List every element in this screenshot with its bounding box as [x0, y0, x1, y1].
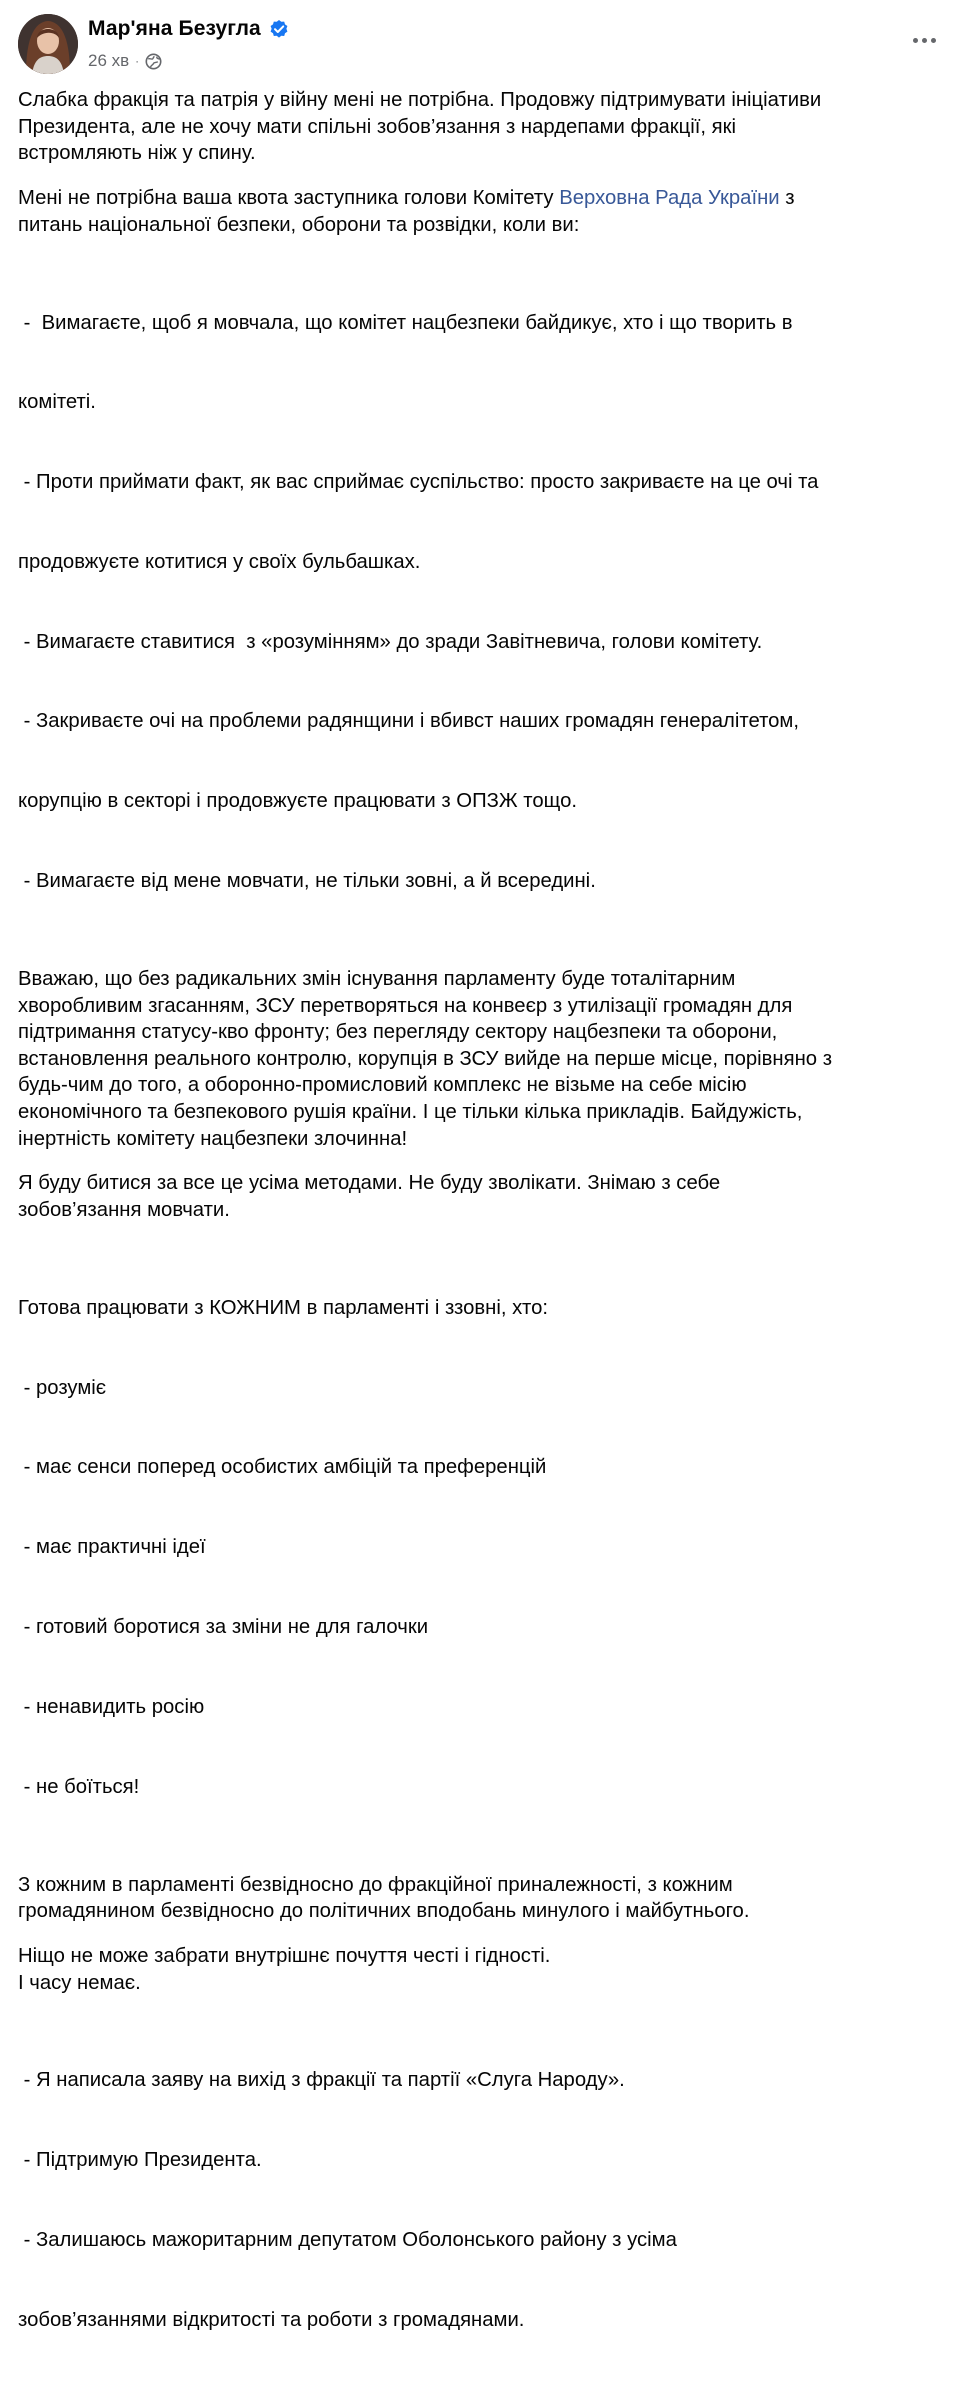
more-options-icon[interactable] — [909, 30, 939, 50]
meta-separator: · — [135, 54, 140, 68]
list-item: - Проти приймати факт, як вас сприймає суспільство: просто закриваєте на це очі та — [18, 471, 819, 494]
more-dot — [931, 38, 936, 43]
text-line: Слабка фракція та патрія у війну мені не потрібна. Продовжу підтримувати ініціативи — [18, 89, 822, 111]
paragraph-5 — [18, 1170, 946, 1223]
text-line: хворобливим згасанням, ЗСУ перетворяться на конвеєр з утилізації громадян для — [18, 994, 793, 1017]
text-line: будь-чим до того, а оборонно-промисловий комплекс не візьме на себе місію — [18, 1074, 747, 1097]
more-dot — [913, 38, 918, 43]
globe-icon[interactable] — [145, 53, 162, 70]
list-item: - Я написала заяву на вихід з фракції та партії «Слуга Народу». — [18, 2069, 625, 2092]
text-line: зобов’язання мовчати. — [18, 1198, 230, 1221]
list-item: - розуміє — [18, 1376, 107, 1399]
text-line: комітеті. — [18, 391, 96, 414]
text-line: інертність комітету нацбезпеки злочинна! — [18, 1127, 408, 1150]
list-item: - не боїться! — [18, 1775, 140, 1798]
text-line: економічного та безпекового рушія країни. І це тільки кілька прикладів. Байдужість, — [18, 1100, 803, 1123]
list-item: - Залишаюсь мажоритарним депутатом Оболонського району з усіма — [18, 2229, 677, 2252]
verkhovna-rada-link[interactable]: Верховна Рада України — [559, 186, 780, 209]
list-item: - готовий боротися за зміни не для галочки — [18, 1616, 429, 1638]
text-line: Президента, але не хочу мати спільні зобов’язання з нардепами фракції, які — [18, 115, 736, 138]
paragraph-8 — [18, 1943, 946, 1996]
more-dot — [922, 38, 927, 43]
post-body — [18, 87, 946, 2405]
author-row — [88, 17, 289, 41]
verified-badge-icon — [269, 19, 289, 39]
list-item: - має сенси поперед особистих амбіцій та преференцій — [18, 1456, 547, 1479]
paragraph-9 — [18, 2014, 946, 2386]
list-item: - Підтримую Президента. — [18, 2149, 262, 2172]
text-line: продовжуєте котитися у своїх бульбашках. — [18, 550, 421, 573]
text-line: І часу немає. — [18, 1971, 141, 1994]
paragraph-3 — [18, 256, 946, 947]
text-line: З кожним в парламенті безвідносно до фракційної приналежності, з кожним — [18, 1873, 733, 1896]
paragraph-2 — [18, 185, 946, 238]
list-item: - Вимагаєте від мене мовчати, не тільки зовні, а й всередині. — [18, 870, 596, 892]
author-name[interactable]: Мар'яна Безугла — [88, 17, 261, 40]
text-line: Готова працювати з КОЖНИМ в парламенті і ззовні, хто: — [18, 1296, 549, 1319]
post-header — [18, 14, 945, 76]
list-item: - ненавидить росію — [18, 1695, 205, 1718]
text-fragment: з — [779, 186, 795, 209]
post-meta — [88, 51, 162, 71]
text-line: Ніщо не може забрати внутрішнє почуття честі і гідності. — [18, 1944, 551, 1967]
paragraph-7 — [18, 1872, 946, 1925]
text-line: підтримання статусу-кво фронту; без перегляду сектору нацбезпеки та оборони, — [18, 1021, 778, 1044]
paragraph-1 — [18, 87, 946, 167]
text-line: питань національної безпеки, оборони та розвідки, коли ви: — [18, 213, 580, 236]
text-line: громадянином безвідносно до політичних вподобань минулого і майбутнього. — [18, 1900, 750, 1923]
text-line: корупцію в секторі і продовжуєте працювати з ОПЗЖ тощо. — [18, 790, 577, 813]
text-line: Я буду битися за все це усіма методами. Не буду зволікати. Знімаю з себе — [18, 1172, 721, 1195]
text-line: встановлення реального контролю, корупція в ЗСУ вийде на перше місце, порівняно з — [18, 1047, 833, 1070]
list-item: - Закриваєте очі на проблеми радянщини і вбивст наших громадян генералітетом, — [18, 710, 799, 733]
text-line: Вважаю, що без радикальних змін існування парламенту буде тоталітарним — [18, 967, 736, 990]
text-line: зобов’язаннями відкритості та роботи з громадянами. — [18, 2308, 525, 2331]
text-fragment: Мені не потрібна ваша квота заступника голови Комітету — [18, 186, 560, 209]
list-item: - має практичні ідеї — [18, 1536, 206, 1559]
paragraph-4 — [18, 966, 946, 1152]
author-avatar[interactable] — [18, 14, 78, 74]
post-timestamp[interactable]: 26 хв — [88, 51, 130, 70]
list-item: - Вимагаєте, щоб я мовчала, що комітет нацбезпеки байдикує, хто і що творить в — [18, 311, 793, 334]
list-item: - Вимагаєте ставитися з «розумінням» до зради Завітневича, голови комітету. — [18, 630, 763, 653]
paragraph-6 — [18, 1242, 946, 1854]
text-line — [18, 185, 946, 212]
text-line: встромляють ніж у спину. — [18, 142, 256, 165]
